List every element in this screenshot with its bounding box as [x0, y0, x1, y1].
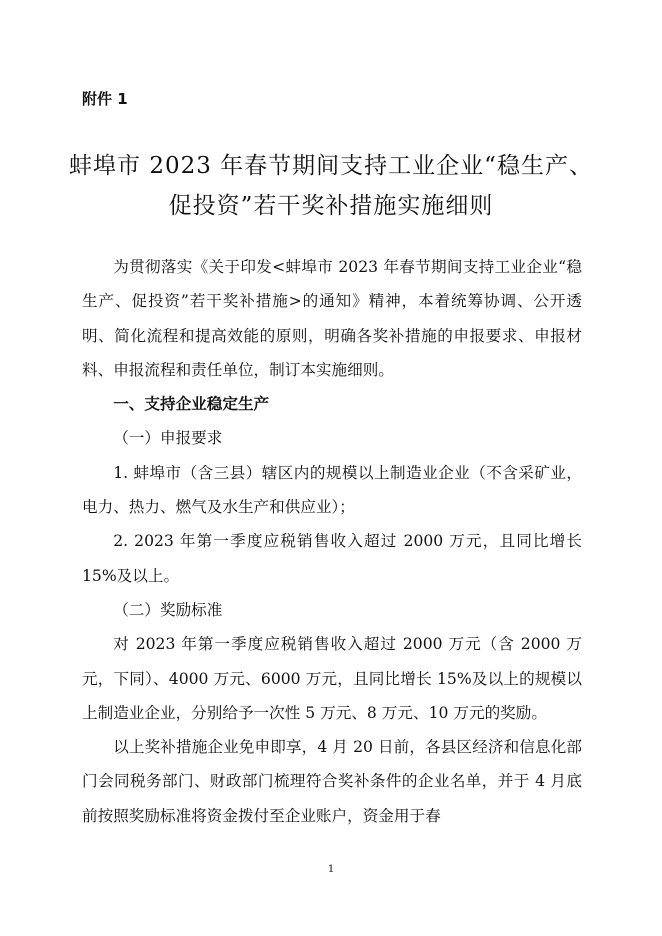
intro-paragraph: 为贯彻落实《关于印发<蚌埠市 2023 年春节期间支持工业企业“稳生产、促投资”若干奖补措施>的通知》精神，本着统筹协调、公开透明、简化流程和提高效能的原则，明确各奖补措施的申报要求、申报材料、申报流程和责任单位，制订本实施细则。: [82, 258, 582, 379]
reward-paragraph: 对 2023 年第一季度应税销售收入超过 2000 万元（含 2000 万元，下同）、4000 万元、6000 万元，且同比增长 15%及以上的规模以上制造业企业，分别给予一次性 5 万元、8 万元、10 万元的奖励。: [82, 635, 582, 722]
attachment-label: 附件 1: [82, 90, 128, 108]
section-heading-1: 一、支持企业稳定生产: [113, 395, 270, 414]
document-title: [60, 146, 602, 226]
subsection-heading-requirements: （一）申报要求: [113, 429, 223, 448]
subsection-heading-reward: （二）奖励标准: [113, 600, 223, 619]
document-body: [82, 250, 582, 833]
title-line-1: 蚌埠市 2023 年春节期间支持工业企业“稳生产、: [69, 153, 593, 179]
requirement-item-1: 1. 蚌埠市（含三县）辖区内的规模以上制造业企业（不含采矿业，电力、热力、燃气及水生产和供应业）；: [82, 463, 582, 517]
requirement-item-2: 2. 2023 年第一季度应税销售收入超过 2000 万元，且同比增长 15%及以上。: [82, 532, 582, 585]
title-line-2: 促投资”若干奖补措施实施细则: [168, 193, 494, 219]
page-number: 1: [327, 864, 335, 875]
process-paragraph: 以上奖补措施企业免申即享，4 月 20 日前，各县区经济和信息化部门会同税务部门、财政部门梳理符合奖补条件的企业名单，并于 4 月底前按照奖励标准将资金拨付至企业账户，资金用于春: [82, 738, 582, 825]
